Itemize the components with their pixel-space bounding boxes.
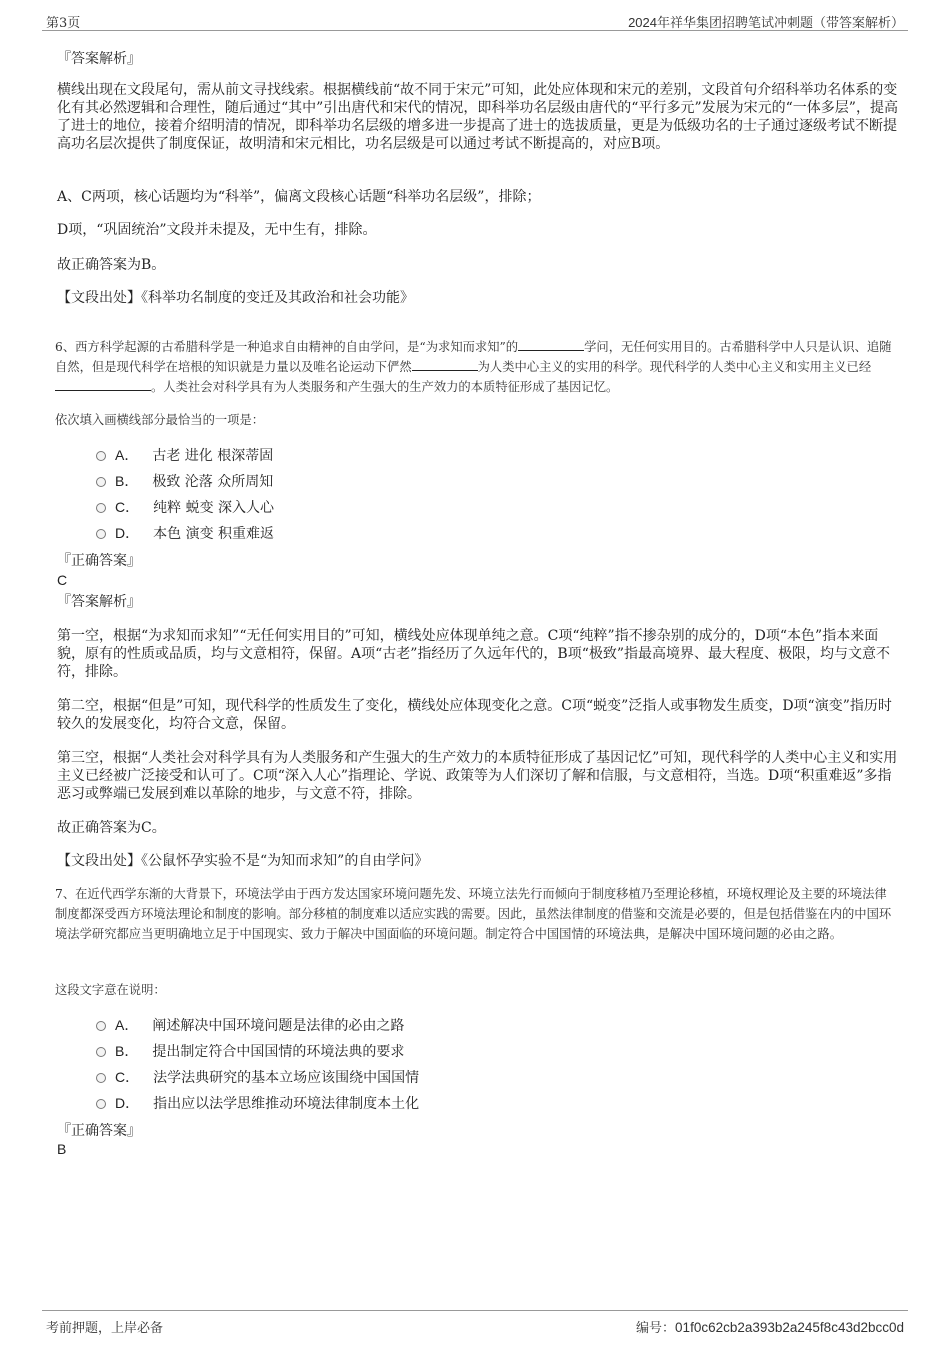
q5-source: 【文段出处】《科举功名制度的变迁及其政治和社会功能》 [57, 290, 414, 306]
q6-option-a[interactable]: A． 古老 进化 根深蒂固 [96, 446, 273, 465]
q7-answer: B [57, 1141, 67, 1157]
page-footer [42, 1310, 908, 1337]
q7-option-c[interactable]: C． 法学法典研究的基本立场应该围绕中国国情 [96, 1068, 419, 1087]
q6-blank-3 [55, 378, 151, 391]
q6-blank-1 [518, 338, 584, 351]
q7-option-d[interactable]: D． 指出应以法学思维推动环境法律制度本土化 [96, 1094, 419, 1113]
radio-icon[interactable] [96, 529, 106, 539]
q6-answer-tag: 『正确答案』 [57, 553, 141, 569]
radio-icon[interactable] [96, 477, 106, 487]
q6-stem [55, 337, 898, 397]
q7-prompt: 这段文字意在说明： [55, 983, 166, 997]
radio-icon[interactable] [96, 1099, 106, 1109]
page-number: 第3页 [46, 16, 81, 31]
q5-analysis-tag: 『答案解析』 [57, 51, 141, 67]
q6-analysis-tag: 『答案解析』 [57, 594, 141, 610]
q5-analysis-p2: A、C两项，核心话题均为“科举”，偏离文段核心话题“科举功名层级”，排除； [57, 189, 541, 205]
q6-stem-part3: 为人类中心主义的实用的科学。现代科学的人类中心主义和实用主义已经 [477, 360, 872, 374]
q7-option-b[interactable]: B． 提出制定符合中国国情的环境法典的要求 [96, 1042, 404, 1061]
q6-blank-2 [412, 358, 478, 371]
q6-option-c[interactable]: C． 纯粹 蜕变 深入人心 [96, 498, 274, 517]
q6-stem-part2: 学问，无任何实用目的。古希腊科学中人只是认识、追随自然，但是现代科学在培根的知识就是力量以及唯名论运动下俨然 [55, 340, 892, 374]
q6-analysis-p4: 故正确答案为C。 [57, 820, 166, 836]
q6-analysis-p1: 第一空，根据“为求知而求知”“无任何实用目的”可知，横线处应体现单纯之意。C项“纯粹”指不掺杂别的成分的，D项“本色”指本来面貌，原有的性质或品质，均与文意相符，保留。A项“古老”指经历了久远年代的，B项“极致”指最高境界、最大程度、极限，均与文意不符，排除。 [57, 628, 891, 680]
q5-analysis-p4: 故正确答案为B。 [57, 257, 166, 273]
q6-option-b[interactable]: B． 极致 沦落 众所周知 [96, 472, 273, 491]
q6-stem-part4: 。人类社会对科学具有为人类服务和产生强大的生产效力的本质特征形成了基因记忆。 [151, 380, 619, 394]
q7-option-a[interactable]: A． 阐述解决中国环境问题是法律的必由之路 [96, 1016, 404, 1035]
q5-analysis-p1: 横线出现在文段尾句，需从前文寻找线索。根据横线前“故不同于宋元”可知，此处应体现和宋元的差别，文段首句介绍科举功名体系的变化有其必然逻辑和合理性，随后通过“其中”引出唐代和宋代的情况，即科举功名层级由唐代的“平行多元”发展为宋元的“一体多层”，提高了进士的地位，接着介绍明清的情况，即科举功名层级的增多进一步提高了进士的选拔质量，更是为低级功名的士子通过逐级考试不断提高功名层次提供了制度保证，故明清和宋元相比，功名层级是可以通过考试不断提高的，对应B项。 [57, 82, 898, 152]
radio-icon[interactable] [96, 1047, 106, 1057]
q6-stem-part1: 6、西方科学起源的古希腊科学是一种追求自由精神的自由学问，是“为求知而求知”的 [55, 340, 519, 354]
radio-icon[interactable] [96, 1073, 106, 1083]
radio-icon[interactable] [96, 1021, 106, 1031]
document-title: 2024年祥华集团招聘笔试冲刺题（带答案解析） [628, 15, 904, 30]
q7-stem: 7、在近代西学东渐的大背景下，环境法学由于西方发达国家环境问题先发、环境立法先行而倾向于制度移植乃至理论移植，环境权理论及主要的环境法律制度都深受西方环境法理论和制度的影响。部分移植的制度难以适应实践的需要。因此，虽然法律制度的借鉴和交流是必要的，但是包括借鉴在内的中国环境法学研究都应当更明确地立足于中国现实、致力于解决中国面临的环境问题。制定符合中国国情的环境法典，是解决中国环境问题的必由之路。 [55, 887, 892, 941]
footer-slogan: 考前押题，上岸必备 [46, 1321, 164, 1336]
q5-analysis-p3: D项，“巩固统治”文段并未提及，无中生有，排除。 [57, 222, 377, 238]
q6-prompt: 依次填入画横线部分最恰当的一项是： [55, 413, 265, 427]
q6-source: 【文段出处】《公鼠怀孕实验不是“为知而求知”的自由学问》 [57, 853, 429, 869]
q6-analysis-p3: 第三空，根据“人类社会对科学具有为人类服务和产生强大的生产效力的本质特征形成了基因记忆”可知，现代科学的人类中心主义和实用主义已经被广泛接受和认可了。C项“深入人心”指理论、学说、政策等为人们深切了解和信服，与文意相符，当选。D项“积重难返”多指恶习或弊端已发展到难以革除的地步，与文意不符，排除。 [57, 750, 898, 802]
q6-option-d[interactable]: D． 本色 演变 积重难返 [96, 524, 274, 543]
radio-icon[interactable] [96, 451, 106, 461]
q7-answer-tag: 『正确答案』 [57, 1123, 141, 1139]
q6-answer: C [57, 572, 68, 588]
radio-icon[interactable] [96, 503, 106, 513]
footer-code: 编号：01f0c62cb2a393b2a245f8c43d2bcc0d [636, 1320, 904, 1336]
q6-analysis-p2: 第二空，根据“但是”可知，现代科学的性质发生了变化，横线处应体现变化之意。C项“蜕变”泛指人或事物发生质变，D项“演变”指历时较久的发展变化，均符合文意，保留。 [57, 698, 892, 732]
page-header [42, 8, 908, 31]
